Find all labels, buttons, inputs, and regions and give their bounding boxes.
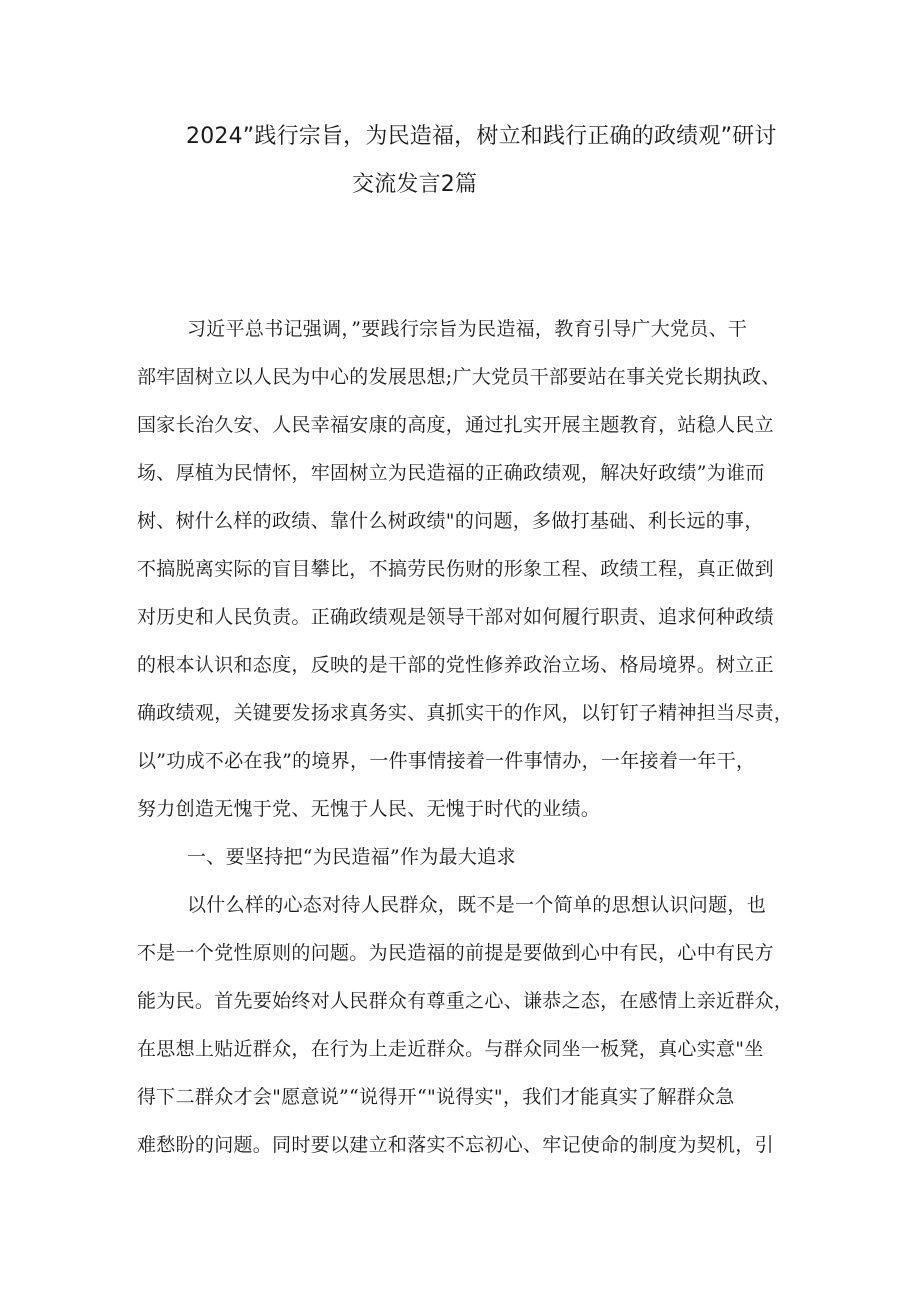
document-title-line-2: 交流发言2篇 bbox=[352, 172, 478, 197]
body-line-14: 能为民。首先要始终对人民群众有尊重之心、谦恭之态，在感情上亲近群众， bbox=[137, 990, 794, 1012]
body-line-11: 努力创造无愧于党、无愧于人民、无愧于时代的业绩。 bbox=[137, 798, 601, 820]
body-line-8: 的根本认识和态度，反映的是干部的党性修养政治立场、格局境界。树立正 bbox=[137, 654, 774, 676]
body-line-13: 不是一个党性原则的问题。为民造福的前提是要做到心中有民，心中有民方 bbox=[137, 942, 774, 964]
body-line-10: 以”功成不必在我”的境界，一件事情接着一件事情办，一年接着一年干， bbox=[137, 750, 756, 772]
body-line-15: 在思想上贴近群众，在行为上走近群众。与群众同坐一板凳，真心实意"坐 bbox=[137, 1038, 764, 1060]
body-line-3: 国家长治久安、人民幸福安康的高度，通过扎实开展主题教育，站稳人民立 bbox=[137, 414, 774, 436]
document-title-line-1: 2024”践行宗旨，为民造福，树立和践行正确的政绩观”研讨 bbox=[186, 124, 777, 149]
body-line-2: 部牢固树立以人民为中心的发展思想;广大党员干部要站在事关党长期执政、 bbox=[137, 366, 781, 388]
body-line-5: 树、树什么样的政绩、靠什么树政绩"的问题，多做打基础、利长远的事， bbox=[137, 510, 764, 532]
body-line-12: 以什么样的心态对待人民群众，既不是一个简单的思想认识问题，也 bbox=[187, 894, 767, 916]
body-line-4: 场、厚植为民情怀，牢固树立为民造福的正确政绩观，解决好政绩”为谁而 bbox=[137, 462, 765, 484]
section-heading-1: 一、要坚持把“为民造福”作为最大追求 bbox=[187, 846, 516, 868]
body-line-7: 对历史和人民负责。正确政绩观是领导干部对如何履行职责、追求何种政绩 bbox=[137, 606, 774, 628]
body-line-16: 得下二群众才会"愿意说”“说得开“"说得实"，我们才能真实了解群众急 bbox=[137, 1086, 735, 1108]
body-line-6: 不搞脱离实际的盲目攀比，不搞劳民伤财的形象工程、政绩工程，真正做到 bbox=[137, 558, 774, 580]
body-line-1: 习近平总书记强调，”要践行宗旨为民造福，教育引导广大党员、干 bbox=[187, 318, 748, 340]
body-line-9: 确政绩观，关键要发扬求真务实、真抓实干的作风，以钉钉子精神担当尽责， bbox=[137, 702, 794, 724]
body-line-17: 难愁盼的问题。同时要以建立和落实不忘初心、牢记使命的制度为契机，引 bbox=[137, 1134, 774, 1156]
